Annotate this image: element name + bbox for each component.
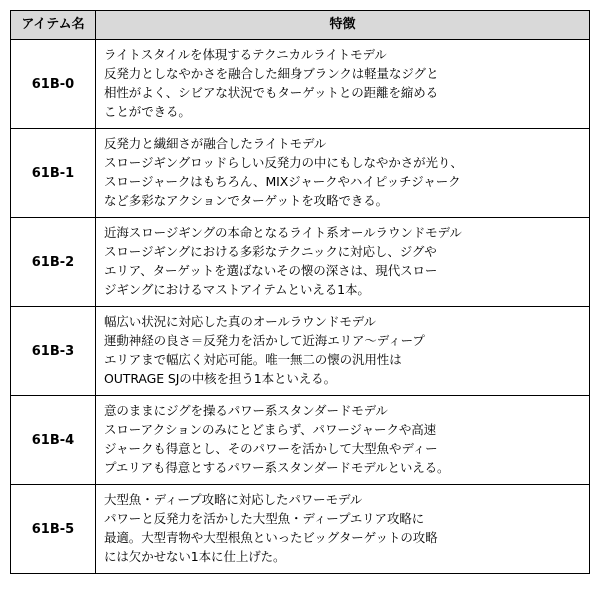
feature-line: ジャークも得意とし、そのパワーを活かして大型魚やディー — [104, 440, 438, 456]
feature-line: スロージギングにおける多彩なテクニックに対応し、ジグや — [104, 244, 437, 259]
table-body — [11, 40, 590, 574]
item-name: 61B-4 — [11, 396, 96, 485]
feature-line: スロージギングロッドらしい反発力の中にもしなやかさが光り、 — [104, 155, 463, 170]
table-row — [11, 218, 590, 307]
feature-line: スロージャークはもちろん、MIXジャークやハイピッチジャーク — [104, 173, 461, 189]
item-feature — [96, 307, 590, 396]
item-name: 61B-1 — [11, 129, 96, 218]
feature-line: プエリアも得意とするパワー系スタンダードモデルといえる。 — [104, 459, 450, 475]
feature-line: OUTRAGE SJの中核を担う1本といえる。 — [104, 370, 336, 386]
item-name: 61B-2 — [11, 218, 96, 307]
feature-line: 反発力と繊細さが融合したライトモデル — [104, 136, 327, 152]
item-feature — [96, 218, 590, 307]
item-feature — [96, 40, 590, 129]
column-header-feature: 特徴 — [96, 11, 590, 40]
feature-line: 相性がよく、シビアな状況でもターゲットとの距離を縮める — [104, 84, 439, 100]
spec-table — [10, 10, 590, 574]
item-feature — [96, 396, 590, 485]
feature-line: スローアクションのみにとどまらず、パワージャークや高速 — [104, 422, 437, 437]
item-feature — [96, 485, 590, 574]
table-row — [11, 396, 590, 485]
feature-line: 最適。大型青物や大型根魚といったビッグターゲットの攻略 — [104, 529, 438, 545]
feature-line: 近海スロージギングの本命となるライト系オールラウンドモデル — [104, 225, 462, 241]
feature-line: には欠かせない1本に仕上げた。 — [104, 548, 286, 564]
column-header-item-name: アイテム名 — [11, 11, 96, 40]
table-row — [11, 307, 590, 396]
feature-line: ライトスタイルを体現するテクニカルライトモデル — [104, 47, 387, 63]
item-name: 61B-5 — [11, 485, 96, 574]
item-name: 61B-3 — [11, 307, 96, 396]
table-row — [11, 40, 590, 129]
table-row — [11, 129, 590, 218]
feature-line: ジギングにおけるマストアイテムといえる1本。 — [104, 281, 370, 297]
feature-line: エリアまで幅広く対応可能。唯一無二の懐の汎用性は — [104, 351, 402, 367]
table-header-row — [11, 11, 590, 40]
feature-line: 意のままにジグを操るパワー系スタンダードモデル — [104, 403, 388, 419]
feature-line: 大型魚・ディープ攻略に対応したパワーモデル — [104, 492, 363, 508]
table-row — [11, 485, 590, 574]
feature-line: 幅広い状況に対応した真のオールラウンドモデル — [104, 314, 376, 330]
feature-line: など多彩なアクションでターゲットを攻略できる。 — [104, 192, 389, 208]
feature-line: 反発力としなやかさを融合した細身ブランクは軽量なジグと — [104, 66, 439, 81]
item-name: 61B-0 — [11, 40, 96, 129]
table-head — [11, 11, 590, 40]
feature-line: 運動神経の良さ＝反発力を活かして近海エリア〜ディープ — [104, 333, 425, 348]
feature-line: ことができる。 — [104, 103, 191, 119]
item-feature — [96, 129, 590, 218]
feature-line: パワーと反発力を活かした大型魚・ディープエリア攻略に — [104, 511, 425, 526]
feature-line: エリア、ターゲットを選ばないその懐の深さは、現代スロー — [104, 262, 438, 278]
